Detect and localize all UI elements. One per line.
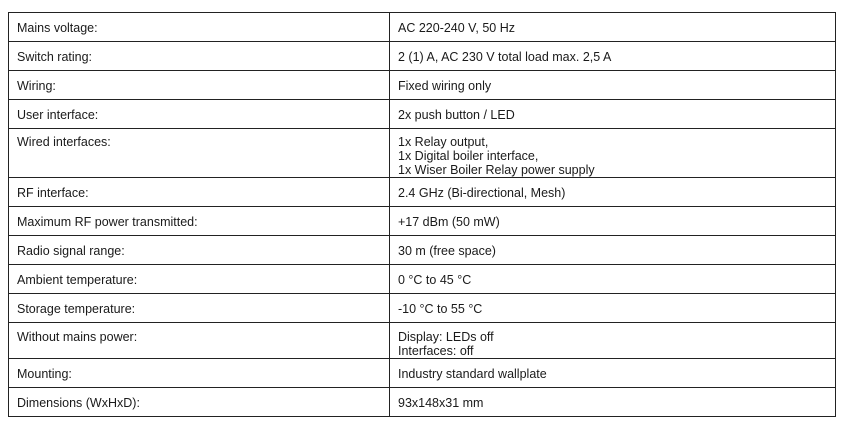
spec-value (390, 294, 836, 323)
spec-label-text: RF interface: (17, 186, 89, 200)
spec-value-line: Display: LEDs off (398, 330, 494, 344)
spec-value (390, 13, 836, 42)
table-row (9, 294, 836, 323)
table-row (9, 323, 836, 359)
spec-value-line: 1x Wiser Boiler Relay power supply (398, 163, 595, 177)
spec-value (390, 236, 836, 265)
spec-label-text: Dimensions (WxHxD): (17, 396, 140, 410)
spec-value (390, 388, 836, 417)
spec-label (9, 236, 390, 265)
table-row (9, 129, 836, 178)
table-row (9, 265, 836, 294)
spec-label-text: Ambient temperature: (17, 273, 138, 287)
table-row (9, 100, 836, 129)
spec-label (9, 178, 390, 207)
table-row (9, 207, 836, 236)
spec-label (9, 359, 390, 388)
spec-value-line: Fixed wiring only (398, 79, 492, 93)
specifications-table (8, 12, 836, 417)
spec-value (390, 100, 836, 129)
spec-value-line: 2x push button / LED (398, 108, 515, 122)
spec-label-text: Radio signal range: (17, 244, 125, 258)
spec-value-line: -10 °C to 55 °C (398, 302, 483, 316)
spec-label (9, 388, 390, 417)
spec-label (9, 207, 390, 236)
spec-value (390, 42, 836, 71)
spec-label (9, 323, 390, 359)
spec-value (390, 207, 836, 236)
table-row (9, 236, 836, 265)
spec-label-text: Wired interfaces: (17, 135, 111, 149)
spec-value (390, 359, 836, 388)
spec-value (390, 129, 836, 178)
spec-label (9, 294, 390, 323)
table-row (9, 388, 836, 417)
spec-value-line: AC 220-240 V, 50 Hz (398, 21, 515, 35)
spec-label (9, 265, 390, 294)
spec-value-line: 30 m (free space) (398, 244, 496, 258)
spec-label (9, 42, 390, 71)
spec-label-text: Mains voltage: (17, 21, 98, 35)
spec-label-text: Storage temperature: (17, 302, 136, 316)
spec-value-line: 2.4 GHz (Bi-directional, Mesh) (398, 186, 566, 200)
table-row (9, 71, 836, 100)
table-row (9, 13, 836, 42)
spec-value-line: Industry standard wallplate (398, 367, 547, 381)
spec-value (390, 265, 836, 294)
spec-value-line: 1x Relay output, (398, 135, 489, 149)
spec-label-text: Maximum RF power transmitted: (17, 215, 198, 229)
spec-label-text: Without mains power: (17, 330, 138, 344)
spec-value-line: 2 (1) A, AC 230 V total load max. 2,5 A (398, 50, 612, 64)
spec-value-line: Interfaces: off (398, 344, 474, 358)
table-row (9, 42, 836, 71)
spec-value (390, 71, 836, 100)
table-row (9, 359, 836, 388)
spec-label-text: User interface: (17, 108, 99, 122)
spec-label (9, 129, 390, 178)
spec-value-line: +17 dBm (50 mW) (398, 215, 500, 229)
spec-label-text: Switch rating: (17, 50, 93, 64)
spec-value-line: 1x Digital boiler interface, (398, 149, 539, 163)
spec-label (9, 71, 390, 100)
spec-value-line: 0 °C to 45 °C (398, 273, 472, 287)
spec-label-text: Wiring: (17, 79, 56, 93)
table-row (9, 178, 836, 207)
spec-value (390, 178, 836, 207)
spec-label (9, 100, 390, 129)
spec-label-text: Mounting: (17, 367, 72, 381)
spec-value (390, 323, 836, 359)
spec-label (9, 13, 390, 42)
spec-value-line: 93x148x31 mm (398, 396, 484, 410)
